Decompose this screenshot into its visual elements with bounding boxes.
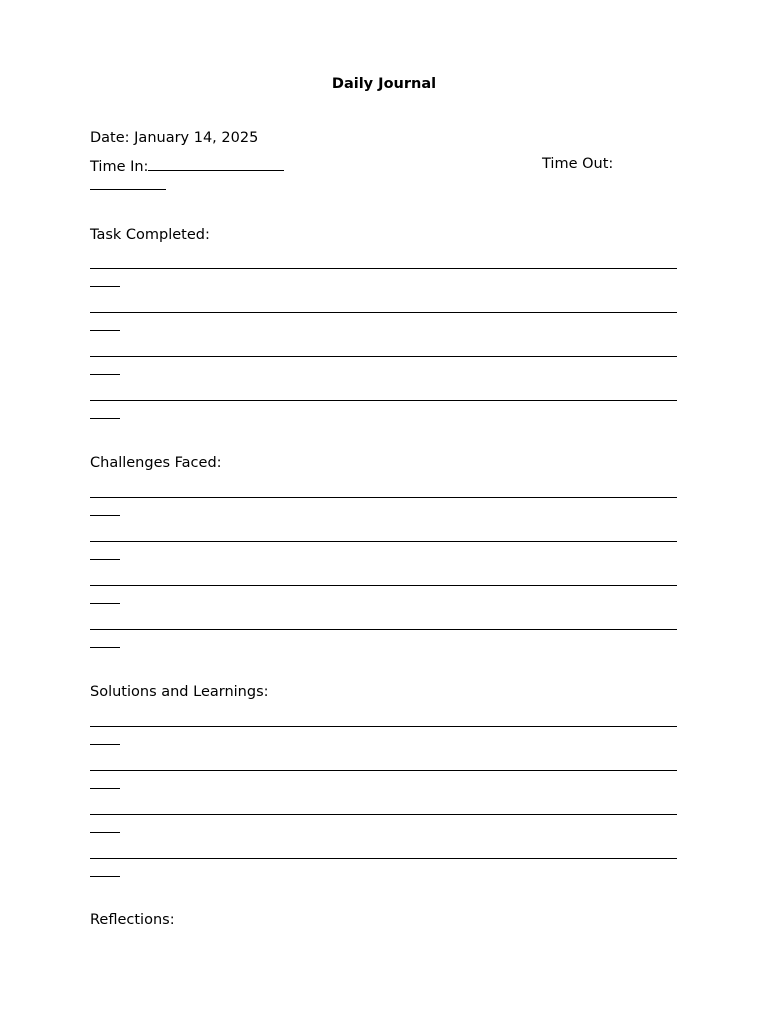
solution-line-4-wrap [90,876,120,877]
time-in-row [90,156,284,175]
section-label-solutions: Solutions and Learnings: [90,684,269,700]
challenge-line-2-wrap [90,559,120,560]
task-line-1[interactable] [90,268,677,269]
task-line-1-wrap [90,286,120,287]
solution-line-2[interactable] [90,770,677,771]
solution-line-4[interactable] [90,858,677,859]
section-label-challenges: Challenges Faced: [90,455,222,471]
task-line-2[interactable] [90,312,677,313]
time-out-blank[interactable] [90,189,166,190]
time-in-label: Time In: [90,159,149,175]
challenge-line-4[interactable] [90,629,677,630]
challenge-line-4-wrap [90,647,120,648]
date-line: Date: January 14, 2025 [90,130,259,146]
time-out-label: Time Out: [542,156,614,172]
page-title: Daily Journal [331,76,437,92]
time-in-blank[interactable] [148,156,284,171]
challenge-line-1-wrap [90,515,120,516]
solution-line-3[interactable] [90,814,677,815]
challenge-line-2[interactable] [90,541,677,542]
task-line-2-wrap [90,330,120,331]
solution-line-1[interactable] [90,726,677,727]
solution-line-2-wrap [90,788,120,789]
solution-line-1-wrap [90,744,120,745]
task-line-4[interactable] [90,400,677,401]
task-line-3-wrap [90,374,120,375]
section-label-reflections: Reflections: [90,912,175,928]
task-line-4-wrap [90,418,120,419]
challenge-line-3[interactable] [90,585,677,586]
task-line-3[interactable] [90,356,677,357]
section-label-tasks: Task Completed: [90,227,210,243]
challenge-line-1[interactable] [90,497,677,498]
solution-line-3-wrap [90,832,120,833]
challenge-line-3-wrap [90,603,120,604]
